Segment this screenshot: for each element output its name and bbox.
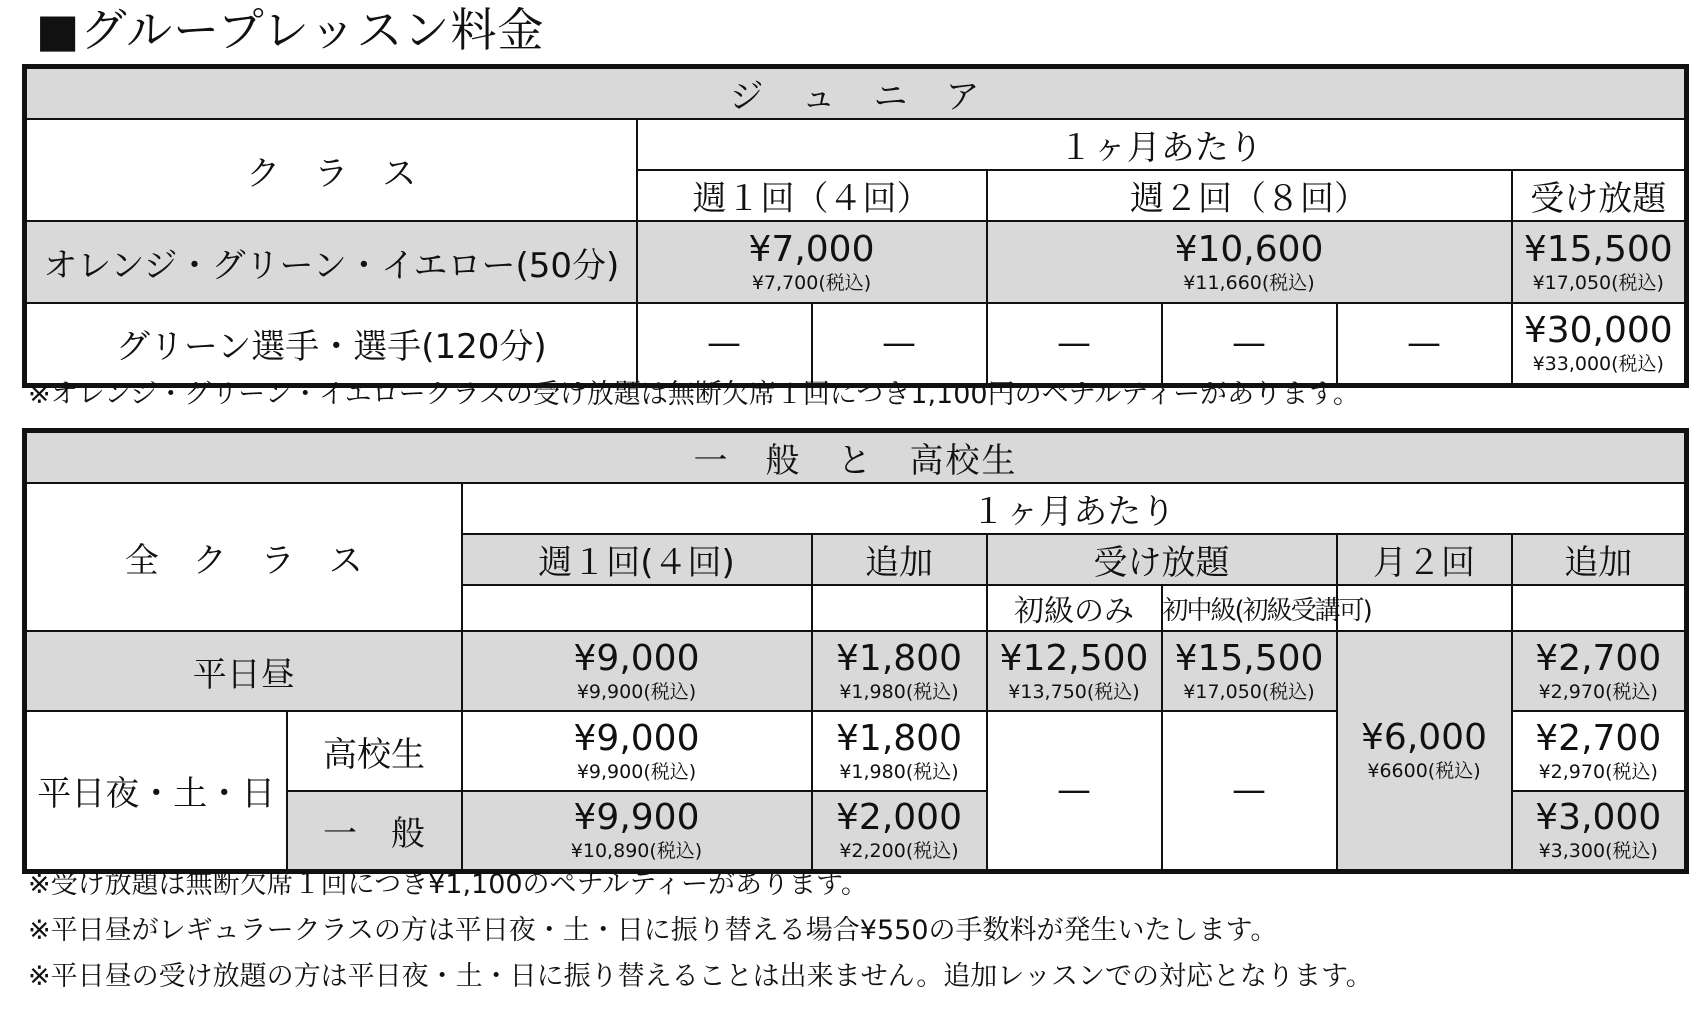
general-weekly1-cell [462, 791, 812, 871]
empty-cell [812, 585, 987, 631]
tax-included-price: ¥9,900(税込) [576, 761, 697, 783]
dash-cell: — [812, 303, 987, 385]
page-title: ■グループレッスン料金 [36, 3, 545, 57]
price: ¥2,000 [836, 797, 962, 839]
price: ¥9,000 [573, 638, 700, 679]
price: ¥2,700 [1535, 638, 1662, 679]
tax-included-price: ¥6600(税込) [1367, 760, 1481, 783]
tax-included-price: ¥11,660(税込) [1183, 272, 1315, 294]
table-row [25, 303, 1687, 385]
general-add2-cell [1512, 711, 1687, 791]
dash-cell: — [637, 303, 812, 385]
general-banner: 一 般 と 高校生 [25, 431, 1687, 484]
tax-included-price: ¥2,200(税込) [839, 840, 959, 863]
general-add-header: 追加 [812, 534, 987, 585]
general-intermediate-cell [1162, 631, 1337, 711]
general-fee-table [22, 428, 1689, 874]
general-monthly2-cell [1337, 631, 1512, 871]
junior-unlimited-header: 受け放題 [1512, 170, 1687, 221]
price: ¥15,500 [1523, 229, 1673, 270]
junior-row-label: グリーン選手・選手(120分) [25, 303, 637, 385]
general-add2-cell [1512, 791, 1687, 871]
general-monthly2-header: 月２回 [1337, 534, 1512, 585]
general-row-label: 平日昼 [25, 631, 462, 711]
junior-per-month-header: １ヶ月あたり [637, 119, 1687, 170]
dash-cell: — [987, 711, 1162, 871]
price: ¥9,000 [573, 718, 700, 759]
table-row [25, 221, 1687, 303]
general-add2-cell [1512, 631, 1687, 711]
price: ¥7,000 [748, 229, 875, 270]
general-row-label: 一 般 [287, 791, 462, 871]
price: ¥3,000 [1535, 797, 1662, 839]
price: ¥2,700 [1535, 718, 1662, 759]
tax-included-price: ¥13,750(税込) [1008, 681, 1140, 703]
tax-included-price: ¥1,980(税込) [839, 681, 959, 703]
junior-weekly1-cell [637, 221, 987, 303]
tax-included-price: ¥10,890(税込) [570, 840, 703, 863]
price: ¥10,600 [1174, 229, 1324, 270]
price: ¥15,500 [1174, 638, 1324, 679]
tax-included-price: ¥7,700(税込) [751, 272, 872, 294]
dash-cell: — [1162, 303, 1337, 385]
general-evening-group-label: 平日夜・土・日 [25, 711, 287, 871]
price: ¥30,000 [1523, 310, 1673, 352]
tax-included-price: ¥2,970(税込) [1538, 761, 1658, 783]
tax-included-price: ¥17,050(税込) [1183, 681, 1315, 703]
general-intermediate-header: 初中級(初級受講可) [1162, 585, 1337, 631]
tax-included-price: ¥33,000(税込) [1532, 353, 1664, 376]
junior-unlimited-cell [1512, 221, 1687, 303]
junior-row-label: オレンジ・グリーン・イエロー(50分) [25, 221, 637, 303]
general-add-cell [812, 791, 987, 871]
junior-fee-table [22, 64, 1689, 388]
general-unlimited-header: 受け放題 [987, 534, 1337, 585]
tax-included-price: ¥9,900(税込) [576, 681, 697, 703]
junior-weekly2-header: 週２回（８回） [987, 170, 1512, 221]
general-note: ※平日昼の受け放題の方は平日夜・土・日に振り替えることは出来ません。追加レッスンでの対応となります。 [28, 961, 1373, 992]
price: ¥1,800 [836, 638, 962, 679]
general-beginner-cell [987, 631, 1162, 711]
general-add2-header: 追加 [1512, 534, 1687, 585]
general-per-month-header: １ヶ月あたり [462, 483, 1687, 534]
general-add-cell [812, 711, 987, 791]
general-weekly1-cell [462, 631, 812, 711]
general-note: ※平日昼がレギュラークラスの方は平日夜・土・日に振り替える場合¥550の手数料が発生いたします。 [28, 915, 1278, 946]
general-weekly1-header: 週１回(４回) [462, 534, 812, 585]
table-row [25, 631, 1687, 711]
price: ¥1,800 [836, 718, 962, 759]
general-add-cell [812, 631, 987, 711]
junior-note: ※オレンジ・グリーン・イエロークラスの受け放題は無断欠席１回につき1,100円のペナルティーがあります。 [28, 379, 1360, 410]
tax-included-price: ¥3,300(税込) [1538, 840, 1658, 863]
junior-weekly1-header: 週１回（４回） [637, 170, 987, 221]
tax-included-price: ¥1,980(税込) [839, 761, 959, 783]
price: ¥6,000 [1361, 717, 1487, 759]
tax-included-price: ¥2,970(税込) [1538, 681, 1658, 703]
price: ¥9,900 [573, 797, 700, 839]
junior-weekly2-cell [987, 221, 1512, 303]
general-weekly1-cell [462, 711, 812, 791]
junior-unlimited-cell [1512, 303, 1687, 385]
tax-included-price: ¥17,050(税込) [1532, 272, 1664, 294]
junior-banner: ジ ュ ニ ア [25, 67, 1687, 120]
empty-cell [462, 585, 812, 631]
empty-cell [1512, 585, 1687, 631]
general-row-label: 高校生 [287, 711, 462, 791]
general-class-header: 全 ク ラ ス [25, 483, 462, 631]
junior-class-header: ク ラ ス [25, 119, 637, 221]
general-beginner-header: 初級のみ [987, 585, 1162, 631]
dash-cell: — [1162, 711, 1337, 871]
general-note: ※受け放題は無断欠席１回につき¥1,100のペナルティーがあります。 [28, 869, 868, 900]
dash-cell: — [1337, 303, 1512, 385]
price: ¥12,500 [999, 638, 1149, 679]
dash-cell: — [987, 303, 1162, 385]
